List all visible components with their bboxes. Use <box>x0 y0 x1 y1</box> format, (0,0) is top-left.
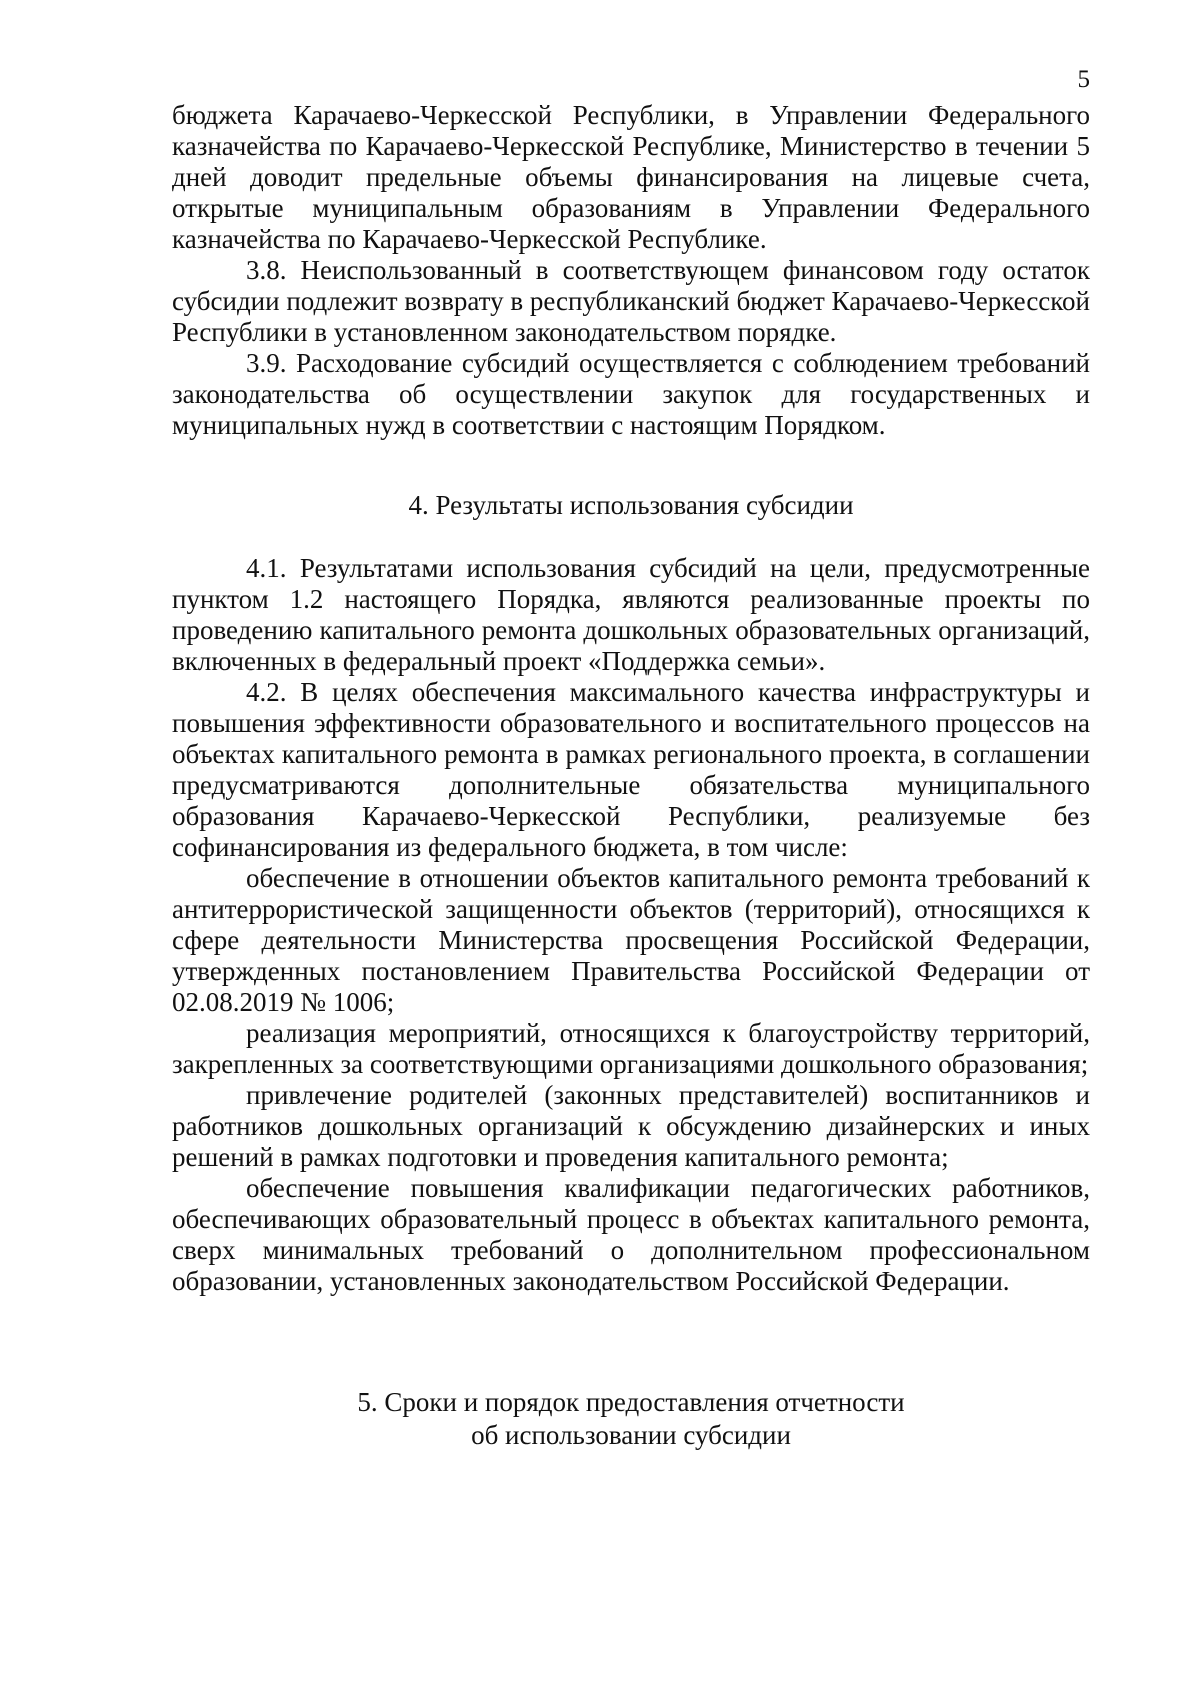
paragraph-antiterror-requirements: обеспечение в отношении объектов капитального ремонта требований к антитеррористической защищенности объектов (территорий), относящихся к сфере деятельности Министерства просвещения Российской Федерации, утвержденных постановлением Правительства Российской Федерации от 02.08.2019 № 1006; <box>172 863 1090 1017</box>
paragraph-4-2: 4.2. В целях обеспечения максимального качества инфраструктуры и повышения эффективности образовательного и воспитательного процессов на объектах капитального ремонта в рамках регионального проекта, в соглашении предусматриваются дополнительные обязательства муниципального образования Карачаево-Черкесской Республики, реализуемые без софинансирования из федерального бюджета, в том числе: <box>172 677 1090 862</box>
paragraph-4-1: 4.1. Результатами использования субсидий на цели, предусмотренные пунктом 1.2 настоящего Порядка, являются реализованные проекты по проведению капитального ремонта дошкольных образовательных организаций, включенных в федеральный проект «Поддержка семьи». <box>172 553 1090 676</box>
section-5-heading-line-1: 5. Сроки и порядок предоставления отчетности <box>357 1387 905 1417</box>
section-5-heading-line-2: об использовании субсидии <box>471 1420 791 1450</box>
paragraph-parents-involvement: привлечение родителей (законных представителей) воспитанников и работников дошкольных организаций к обсуждению дизайнерских и иных решений в рамках подготовки и проведения капитального ремонта; <box>172 1080 1090 1172</box>
paragraph-landscaping: реализация мероприятий, относящихся к благоустройству территорий, закрепленных за соответствующими организациями дошкольного образования; <box>172 1018 1090 1079</box>
paragraph-budget-continuation: бюджета Карачаево-Черкесской Республики, в Управлении Федерального казначейства по Карачаево-Черкесской Республике, Министерство в течении 5 дней доводит предельные объемы финансирования на лицевые счета, открытые муниципальным образованиям в Управлении Федерального казначейства по Карачаево-Черкесской Республике. <box>172 100 1090 254</box>
page-number: 5 <box>1077 66 1090 93</box>
paragraph-teacher-qualification: обеспечение повышения квалификации педагогических работников, обеспечивающих образовательный процесс в объектах капитального ремонта, сверх минимальных требований о дополнительном профессиональном образовании, установленных законодательством Российской Федерации. <box>172 1173 1090 1296</box>
section-3-continuation <box>172 100 1090 441</box>
section-5-heading <box>172 1386 1090 1452</box>
paragraph-3-9: 3.9. Расходование субсидий осуществляется с соблюдением требований законодательства об осуществлении закупок для государственных и муниципальных нужд в соответствии с настоящим Порядком. <box>172 348 1090 440</box>
paragraph-3-8: 3.8. Неиспользованный в соответствующем финансовом году остаток субсидии подлежит возврату в республиканский бюджет Карачаево-Черкесской Республики в установленном законодательством порядке. <box>172 255 1090 347</box>
section-4-body <box>172 553 1090 1297</box>
section-4-heading: 4. Результаты использования субсидии <box>408 490 854 520</box>
